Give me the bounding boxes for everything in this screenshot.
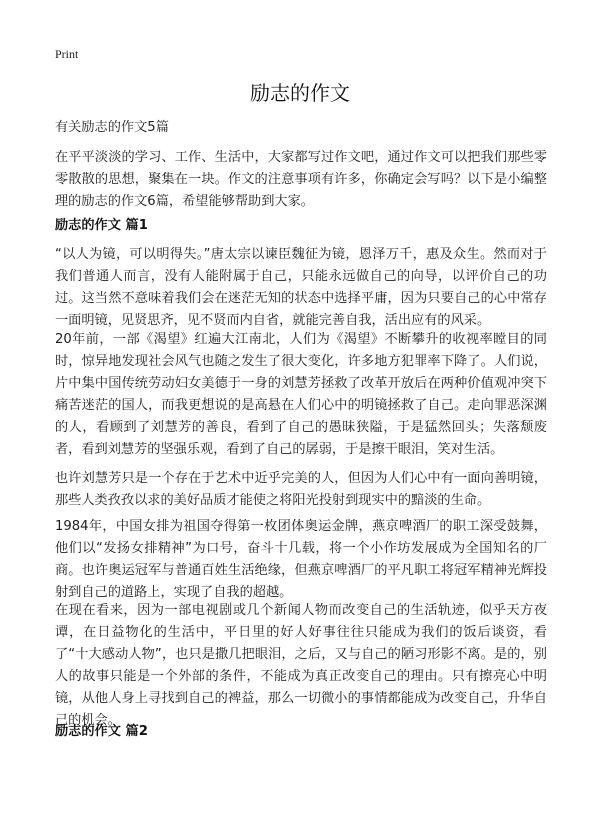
- paragraph: “以人为镜，可以明得失。”唐太宗以谏臣魏征为镜，恩泽万千，惠及众生。然而对于我们普通人而言，没有人能附属于自己，只能永远做自己的向导，以评价自己的功过。这当然不意味着我们会在迷茫无知的状态中选择平庸，因为只要自己的心中常存一面明镜，见贤思齐，见不贤而内自省，就能完善自我，活出应有的风采。: [55, 247, 547, 328]
- page-title: 励志的作文: [250, 81, 350, 105]
- paragraph: 在现在看来，因为一部电视剧或几个新闻人物而改变自己的生活轨迹，似乎天方夜谭，在日益物化的生活中，平日里的好人好事往往只能成为我们的饭后谈资，看了“十大感动人物”，也只是撒几把眼泪，之后，又与自己的陋习形影不离。是的，别人的故事只能是一个外部的条件，不能成为真正改变自己的理由。只有擦亮心中明镜，从他人身上寻找到自己的裨益，那么一切微小的事情都能成为改变自己，升华自己的机会。: [55, 603, 547, 728]
- paragraph: 20年前，一部《渴望》红遍大江南北，人们为《渴望》不断攀升的收视率瞠目的同时，惊异地发现社会风气也随之发生了很大变化，许多地方犯罪率下降了。人们说，片中集中国传统劳动妇女美德于一身的刘慧芳拯救了改革开放后在两种价值观冲突下痛苦迷茫的国人，而我更想说的是高悬在人们心中的明镜拯救了自己。走向罪恶深渊的人，看顾到了刘慧芳的善良，看到了自己的愚昧狭隘，于是猛然回头；失落颓废者，看到刘慧芳的坚强乐观，看到了自己的孱弱，于是擦干眼泪，笑对生活。: [55, 332, 547, 457]
- paragraph: 也许刘慧芳只是一个存在于艺术中近乎完美的人，但因为人们心中有一面向善明镜，那些人类孜孜以求的美好品质才能使之将阳光投射到现实中的黯淡的生命。: [55, 471, 547, 508]
- paragraph: 1984年，中国女排为祖国夺得第一枚团体奥运金牌，燕京啤酒厂的职工深受鼓舞，他们以“发扬女排精神”为口号，奋斗十几载，将一个小作坊发展成为全国知名的厂商。也许奥运冠军与普通百姓生活绝缘，但燕京啤酒厂的平凡职工将冠军精神光辉投射到自己的道路上，实现了自我的超越。: [55, 519, 547, 600]
- document-subtitle: 有关励志的作文5篇: [55, 120, 169, 135]
- section-heading-2: 励志的作文 篇2: [55, 724, 148, 739]
- intro-paragraph: 在平平淡淡的学习、工作、生活中，大家都写过作文吧，通过作文可以把我们那些零零散散的思想，聚集在一块。作文的注意事项有许多，你确定会写吗？以下是小编整理的励志的作文6篇，希望能够帮助到大家。: [55, 150, 547, 209]
- print-label: Print: [55, 47, 79, 61]
- section-heading-1: 励志的作文 篇1: [55, 218, 148, 233]
